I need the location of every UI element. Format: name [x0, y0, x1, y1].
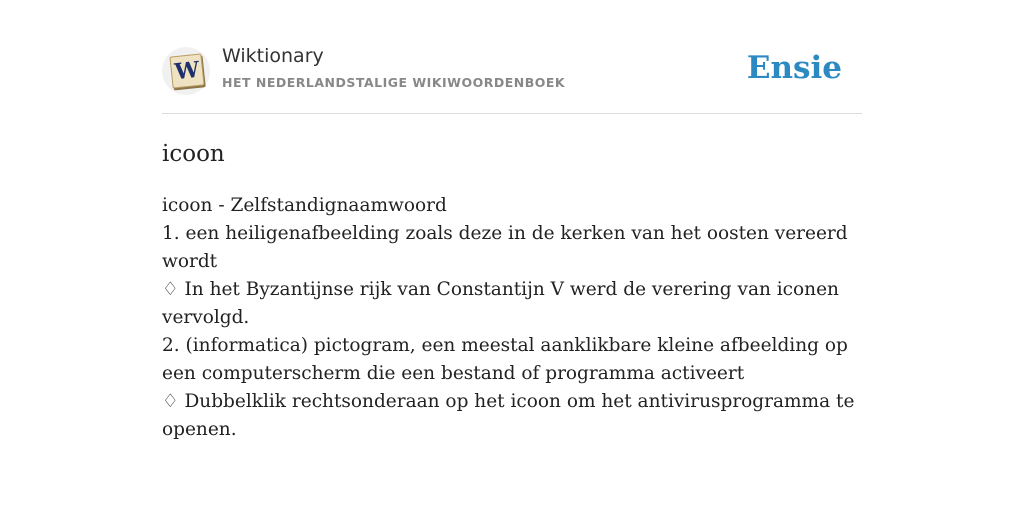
definition-2: 2. (informatica) pictogram, een meestal aanklikbare kleine afbeelding op een computerscherm die een bestand of programma activeert: [162, 335, 848, 384]
part-of-speech-line: icoon - Zelfstandignaamwoord: [162, 195, 447, 216]
ensie-link[interactable]: Ensie: [746, 50, 842, 86]
site-header: [162, 0, 862, 114]
site-name[interactable]: Wiktionary: [222, 45, 324, 67]
site-tagline: HET NEDERLANDSTALIGE WIKIWOORDENBOEK: [222, 75, 566, 90]
definition-1: 1. een heiligenafbeelding zoals deze in de kerken van het oosten vereerd wordt: [162, 223, 848, 272]
page-container: [162, 0, 862, 444]
example-2: ♢ Dubbelklik rechtsonderaan op het icoon om het antivirusprogramma te openen.: [162, 391, 855, 440]
entry-body: [162, 192, 862, 444]
example-1: ♢ In het Byzantijnse rijk van Constantijn V werd de verering van iconen vervolgd.: [162, 279, 839, 328]
wiktionary-logo-icon[interactable]: [162, 47, 210, 95]
page-title: icoon: [162, 141, 225, 167]
logo-tile: W: [169, 53, 204, 88]
